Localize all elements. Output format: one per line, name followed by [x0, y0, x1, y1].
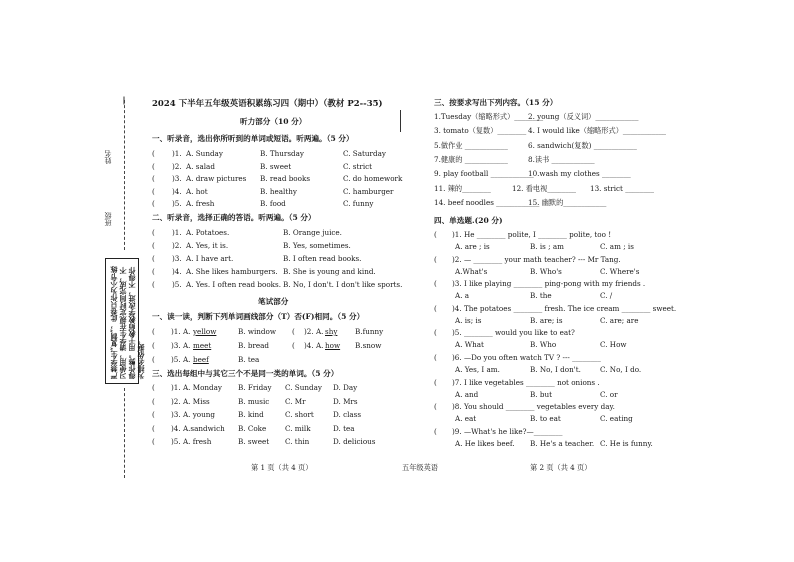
answer-bracket-open: ( — [434, 353, 437, 362]
option-a: A. Potatoes. — [186, 228, 230, 237]
option-b: B. healthy — [260, 186, 297, 196]
question-option-a: )2. A. Miss — [171, 396, 210, 406]
question-number: )3. — [172, 174, 182, 184]
option-b: B. sweet — [238, 437, 270, 446]
question-number: )2. — [172, 161, 182, 171]
answer-bracket-open: ( — [152, 161, 155, 171]
option-b: B. He's a teacher. — [530, 438, 595, 448]
option-d: D. delicious — [333, 437, 376, 446]
answer-bracket-open: ( — [292, 327, 295, 336]
option-d: D. tea — [333, 423, 355, 433]
page-footer-right: 第 2 页（共 4 页） — [530, 463, 592, 472]
option-a: A. salad — [186, 161, 215, 171]
option-b: B. food — [260, 199, 286, 209]
write-item: 13. strict ________ — [590, 183, 654, 193]
answer-bracket-open: ( — [152, 396, 155, 406]
write-item: 9. play football ____________ — [434, 169, 534, 179]
option-d: D. Day — [333, 383, 358, 392]
answer-bracket-open: ( — [152, 383, 155, 392]
question-number: )2. A. — [304, 327, 324, 336]
question-option-a: )5. A. fresh — [171, 437, 212, 446]
section-heading: 三、选出每组中与其它三个不是同一类的单词。（5 分） — [152, 369, 339, 378]
word-a: yellow — [193, 327, 217, 336]
question-number: )5. — [172, 199, 182, 209]
write-item: 8.读书 ____________ — [528, 154, 595, 164]
answer-bracket-open: ( — [152, 186, 155, 196]
question-number: )1. A. — [171, 327, 191, 336]
question-text: )7. I like vegetables ________ not onions . — [452, 377, 600, 387]
answer-bracket-open: ( — [152, 267, 155, 276]
word-c: shy — [325, 327, 338, 336]
option-a: A. is; is — [455, 315, 482, 325]
option-b: B. No, I don't. — [530, 365, 581, 374]
option-b: B. Yes, sometimes. — [283, 241, 351, 250]
answer-bracket-open: ( — [434, 377, 437, 387]
question-text: )8. You should ________ vegetables every day. — [452, 402, 615, 412]
option-b: B. music — [238, 396, 270, 406]
option-a: A. Sunday — [186, 149, 223, 158]
question-option-a: )4. A.sandwich — [171, 423, 225, 433]
option-b: B. are; is — [530, 315, 563, 325]
option-b: B. She is young and kind. — [283, 267, 376, 276]
class-label: 班级 — [104, 212, 112, 226]
option-c: C. Sunday — [285, 383, 322, 392]
write-item: 14. beef noodles ____________ — [434, 197, 540, 207]
question-text: )6. —Do you often watch TV ? --- ________ — [452, 353, 601, 362]
answer-bracket-open: ( — [434, 303, 437, 313]
section-heading: 一、听录音，选出你所听到的单词或短语。听两遍。（5 分） — [152, 134, 354, 143]
option-d: D. class — [333, 410, 362, 419]
option-b: B. Thursday — [260, 149, 304, 158]
notice-text: 严禁学生“复制”，此卷只作为小节练习使用，请学生在规定时间完成，不得作弊。用于教师教学改进，不得作为排名依据。 — [109, 265, 145, 379]
answer-bracket-open: ( — [292, 341, 295, 350]
option-a: A. I have art. — [186, 254, 234, 263]
answer-bracket-open: ( — [152, 174, 155, 184]
option-b: B. Who's — [530, 266, 562, 276]
option-c: C. / — [600, 291, 613, 301]
answer-bracket-open: ( — [152, 199, 155, 209]
write-item: 7.健康的 ____________ — [434, 154, 508, 164]
section-heading: 一、读一读，判断下列单词画线部分（T）否(F)相同。（5 分） — [152, 312, 365, 321]
option-c: C. strict — [343, 161, 373, 171]
center-footer: 五年级英语 — [402, 463, 438, 472]
option-c: C. thin — [285, 437, 310, 446]
option-a: A. hot — [186, 186, 208, 196]
answer-bracket-open: ( — [434, 402, 437, 412]
question-option-a: )1. A. Monday — [171, 383, 222, 392]
option-a: A. She likes hamburgers. — [186, 267, 278, 276]
option-b: B. No, I don't. I don't like sports. — [283, 280, 403, 289]
option-a: A. eat — [455, 414, 477, 424]
section-heading: 二、听录音，选择正确的答语。听两遍。（5 分） — [152, 213, 316, 222]
answer-bracket-open: ( — [152, 241, 155, 250]
option-b: B. the — [530, 291, 552, 301]
answer-bracket-open: ( — [434, 254, 437, 264]
question-option-a: )3. A. young — [171, 410, 215, 419]
option-b: B. I often read books. — [283, 254, 362, 263]
section-heading: 三、按要求写出下列内容。（15 分） — [434, 98, 558, 107]
write-item: 11. 辣的________ — [434, 183, 491, 193]
page-title: 2024 下半年五年级英语积累练习四（期中）（教材 P2--35) — [152, 99, 383, 109]
word-c: how — [325, 341, 341, 350]
option-a: A. and — [455, 389, 479, 399]
option-c: C. are; are — [600, 315, 639, 325]
section-heading: 四、单选题.(20 分) — [434, 216, 503, 225]
question-text: )5. ________ would you like to eat? — [452, 328, 575, 338]
option-c: C. am ; is — [600, 242, 634, 251]
option-c: C. hamburger — [343, 186, 394, 196]
word-b: B. bread — [238, 341, 270, 350]
answer-bracket-open: ( — [152, 423, 155, 433]
option-c: C. Saturday — [343, 149, 386, 158]
option-a: A. are ; is — [455, 242, 490, 251]
option-c: C. Where's — [600, 266, 640, 276]
question-text: )1. He ________ polite, I ________ polite, too ! — [452, 230, 612, 239]
answer-bracket-open: ( — [152, 327, 155, 336]
binding-dashed-line-lower — [124, 388, 125, 478]
answer-bracket-open: ( — [152, 355, 155, 364]
option-b: B. but — [530, 389, 552, 399]
write-item: 1.Tuesday（缩略形式）________ — [434, 112, 544, 121]
option-b: B. sweet — [260, 161, 292, 171]
question-number: )5. A. — [171, 355, 191, 364]
question-number: )2. — [172, 241, 182, 250]
question-text: )3. I like playing ________ ping-pong with my friends . — [452, 279, 646, 289]
question-text: )4. The potatoes ________ fresh. The ice cream ________ sweet. — [452, 303, 677, 313]
answer-bracket-open: ( — [152, 341, 155, 350]
question-number: )4. A. — [304, 341, 324, 350]
option-c: C. No, I do. — [600, 365, 642, 374]
option-b: B. is ; am — [530, 242, 564, 251]
question-number: )1. — [172, 228, 182, 237]
option-c: C. How — [600, 340, 627, 350]
answer-bracket-open: ( — [434, 230, 437, 239]
word-a: meet — [193, 341, 212, 350]
word-b: B. window — [238, 327, 277, 336]
option-d: D. Mrs — [333, 396, 358, 406]
question-number: )1. — [172, 149, 182, 158]
option-a: A. fresh — [186, 199, 215, 209]
margin-mark — [400, 110, 401, 132]
write-item: 6. sandwich(复数) ____________ — [528, 140, 637, 150]
write-item: 15. 幽默的____________ — [528, 197, 607, 207]
question-number: )4. — [172, 267, 182, 276]
write-item: 12. 看电视________ — [512, 183, 577, 193]
option-a: A.What's — [455, 266, 488, 276]
write-item: 2. young（反义词）____________ — [528, 112, 639, 121]
answer-bracket-open: ( — [434, 426, 437, 436]
notice-box — [105, 258, 145, 384]
binding-dashed-line — [124, 100, 125, 250]
question-text: )9. —What's he like?—________ — [452, 426, 563, 436]
answer-bracket-open: ( — [434, 279, 437, 289]
option-c: C. or — [600, 389, 618, 399]
word-a: beef — [193, 355, 209, 364]
option-b: B. kind — [238, 410, 264, 419]
option-b: B. Friday — [238, 383, 272, 392]
write-item: 10.wash my clothes ________ — [528, 169, 631, 179]
question-number: )4. — [172, 186, 182, 196]
option-c: C. He is funny. — [600, 438, 653, 448]
write-item: 3. tomato（复数）________ — [434, 126, 527, 136]
name-label: 姓名 — [104, 150, 112, 164]
answer-bracket-open: ( — [152, 228, 155, 237]
written-header: 笔试部分 — [258, 297, 289, 306]
option-c: C. do homework — [343, 174, 403, 184]
question-number: )3. — [172, 254, 182, 263]
option-b: B. Orange juice. — [283, 228, 342, 237]
question-text: )2. — ________ your math teacher? --- Mr Tang. — [452, 254, 621, 264]
write-item: 5.做作业 ____________ — [434, 140, 508, 150]
option-a: A. a — [455, 291, 470, 301]
option-a: A. What — [455, 340, 484, 350]
listening-header: 听力部分（10 分） — [240, 117, 307, 126]
option-a: A. Yes, I am. — [455, 365, 500, 374]
answer-bracket-open: ( — [152, 149, 155, 158]
option-b: B. Coke — [238, 423, 267, 433]
option-b: B. to eat — [530, 414, 561, 424]
option-c: C. milk — [285, 423, 311, 433]
option-c: C. short — [285, 410, 314, 419]
option-c: C. funny — [343, 199, 374, 209]
answer-bracket-open: ( — [434, 328, 437, 338]
write-item: 4. I would like（缩略形式）____________ — [528, 126, 667, 136]
answer-bracket-open: ( — [152, 280, 155, 289]
page-footer-left: 第 1 页（共 4 页） — [251, 463, 313, 472]
question-number: )5. — [172, 280, 182, 289]
option-c: C. Mr — [285, 396, 306, 406]
question-number: )3. A. — [171, 341, 191, 350]
answer-bracket-open: ( — [152, 410, 155, 419]
option-b: B. read books — [260, 174, 311, 184]
answer-bracket-open: ( — [152, 437, 155, 446]
option-a: A. Yes, it is. — [186, 241, 229, 250]
option-a: A. He likes beef. — [455, 438, 515, 448]
option-a: A. draw pictures — [186, 174, 247, 184]
word-d: B.snow — [355, 341, 382, 350]
option-c: C. eating — [600, 414, 633, 424]
word-b: B. tea — [238, 355, 260, 364]
option-b: B. Who — [530, 340, 557, 350]
word-d: B.funny — [355, 327, 384, 336]
option-a: A. Yes. I often read books. — [186, 280, 282, 289]
answer-bracket-open: ( — [152, 254, 155, 263]
